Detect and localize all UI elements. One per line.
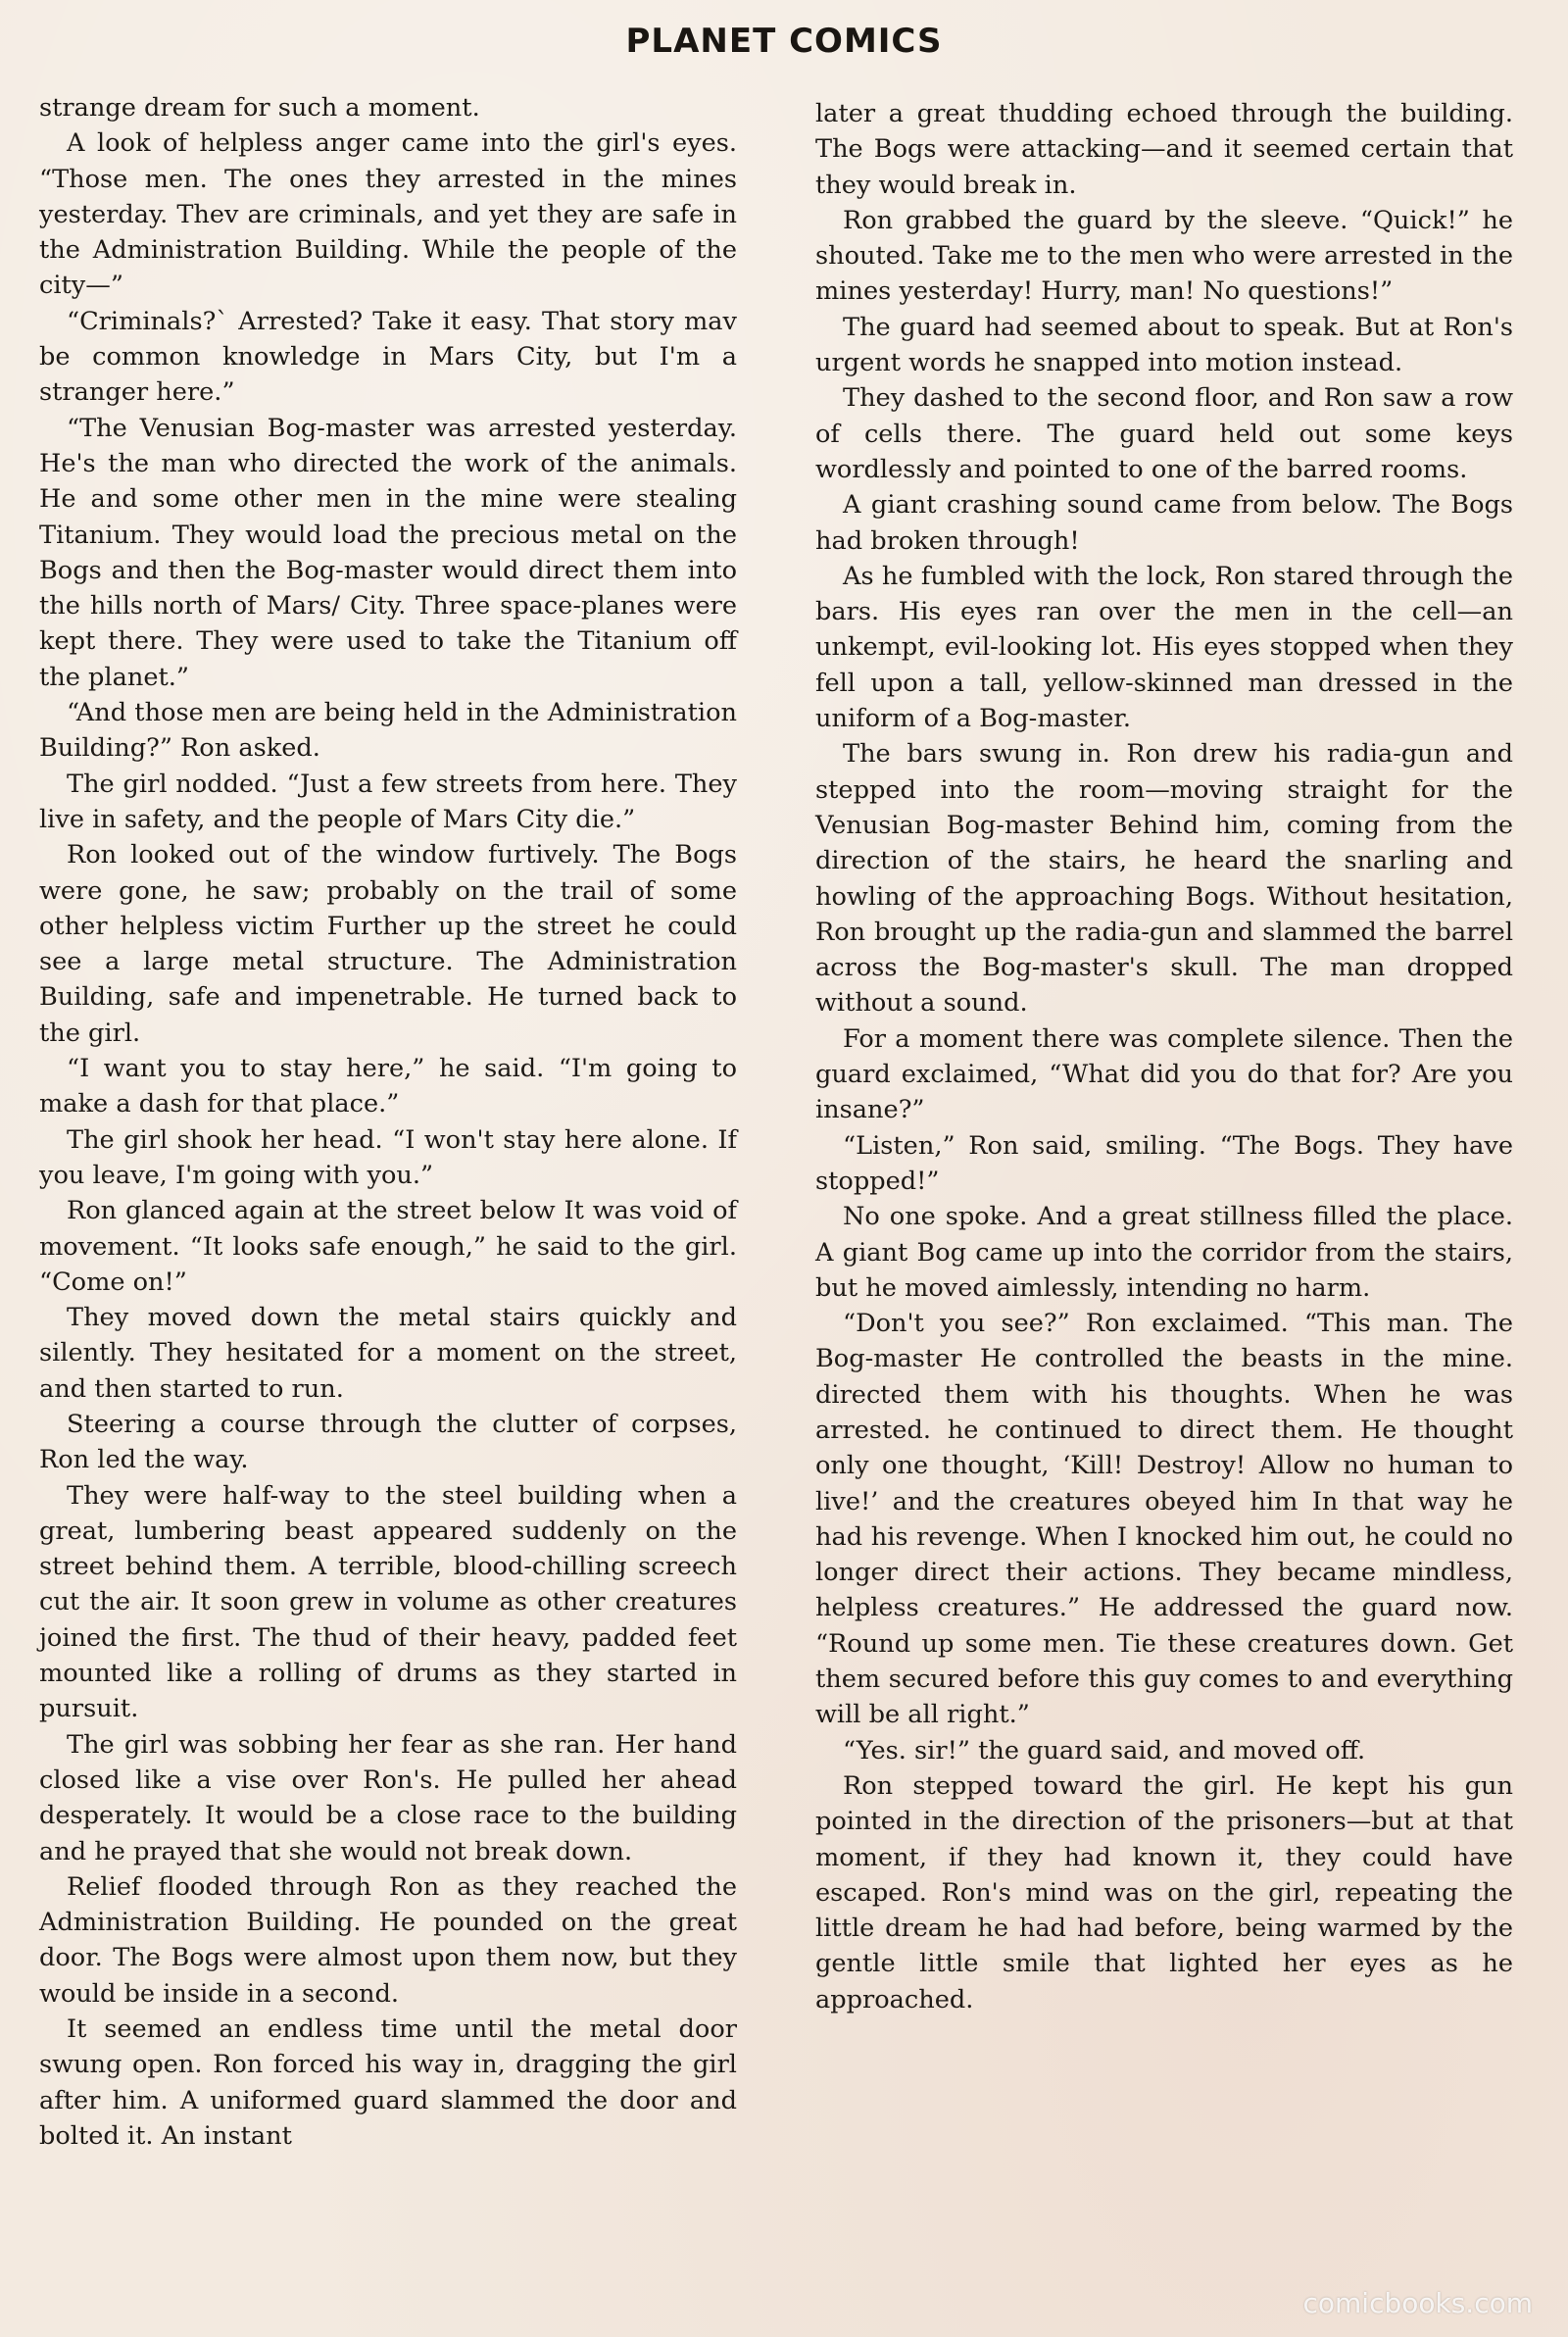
paragraph: The bars swung in. Ron drew his radia-gun and stepped into the room—moving straight for the Venusian Bog-master Behind him, coming from the direction of the stairs, he heard the snarling and howling of the approaching Bogs. Without hesitation, Ron brought up the radia-gun and slammed the barrel across the Bog-master's skull. The man dropped without a sound. (815, 739, 1513, 1019)
paragraph: No one spoke. And a great stillness filled the place. A giant Bog came up into the corridor from the stairs, but he moved aimlessly, intending no harm. (815, 1202, 1513, 1303)
paragraph: Steering a course through the clutter of corpses, Ron led the way. (39, 1409, 737, 1475)
paragraph: The girl shook her head. “I won't stay here alone. If you leave, I'm going with you.” (39, 1124, 737, 1190)
paragraph: A look of helpless anger came into the girl's eyes. “Those men. The ones they arrested in the mines yesterday. Thev are criminals, and yet they are safe in the Administration Building. While the people of the city—” (39, 128, 737, 301)
paragraph: For a moment there was complete silence. Then the guard exclaimed, “What did you do that for? Are you insane?” (815, 1023, 1513, 1125)
paragraph: “Criminals?` Arrested? Take it easy. That story mav be common knowledge in Mars City, but I'm a stranger here.” (39, 306, 737, 408)
paragraph: Ron looked out of the window furtively. The Bogs were gone, he saw; probably on the trail of some other helpless victim Further up the street he could see a large metal structure. The Administration Building, safe and impenetrable. He turned back to the girl. (39, 840, 737, 1048)
paragraph: The girl was sobbing her fear as she ran. Her hand closed like a vise over Ron's. He pulled her ahead desperately. It would be a close race to the building and he prayed that she would not break down. (39, 1729, 737, 1866)
left-text-column (39, 90, 737, 2154)
paragraph: They were half-way to the steel building when a great, lumbering beast appeared suddenly on the street behind them. A terrible, blood-chilling screech cut the air. It soon grew in volume as other creatures joined the first. The thud of their heavy, padded feet mounted like a rolling of drums as they started in pursuit. (39, 1480, 737, 1724)
paragraph: They dashed to the second floor, and Ron saw a row of cells there. The guard held out some keys wordlessly and pointed to one of the barred rooms. (815, 383, 1513, 484)
paragraph: As he fumbled with the lock, Ron stared through the bars. His eyes ran over the men in the cell—an unkempt, evil-looking lot. His eyes stopped when they fell upon a tall, yellow-skinned man dressed in the uniform of a Bog-master. (815, 561, 1513, 734)
paragraph: later a great thudding echoed through the building. The Bogs were attacking—and it seemed certain that they would break in. (815, 99, 1513, 200)
paragraph: Relief flooded through Ron as they reached the Administration Building. He pounded on the great door. The Bogs were almost upon them now, but they would be inside in a second. (39, 1871, 737, 2009)
paragraph: It seemed an endless time until the metal door swung open. Ron forced his way in, dragging the girl after him. A uniformed guard slammed the door and bolted it. An instant (39, 2014, 737, 2151)
paragraph: The girl nodded. “Just a few streets from here. They live in safety, and the people of Mars City die.” (39, 769, 737, 834)
paragraph: A giant crashing sound came from below. The Bogs had broken through! (815, 490, 1513, 556)
paragraph: Ron grabbed the guard by the sleeve. “Quick!” he shouted. Take me to the men who were arrested in the mines yesterday! Hurry, man! No questions!” (815, 205, 1513, 307)
page-header-title: PLANET COMICS (625, 22, 943, 61)
paragraph: The guard had seemed about to speak. But at Ron's urgent words he snapped into motion instead. (815, 312, 1513, 378)
paragraph: Ron stepped toward the girl. He kept his gun pointed in the direction of the prisoners—but at that moment, if they had known it, they could have escaped. Ron's mind was on the girl, repeating the little dream he had had before, being warmed by the gentle little smile that lighted her eyes as he approached. (815, 1770, 1513, 2014)
paragraph: “Yes. sir!” the guard said, and moved off. (843, 1735, 1366, 1765)
right-text-column (815, 96, 1513, 2017)
paragraph: “And those men are being held in the Administration Building?” Ron asked. (39, 698, 737, 764)
paragraph: Ron glanced again at the street below It was void of movement. “It looks safe enough,” he said to the girl. “Come on!” (39, 1196, 737, 1297)
site-watermark: comicbooks.com (1302, 2287, 1533, 2319)
paragraph: “Listen,” Ron said, smiling. “The Bogs. They have stopped!” (815, 1130, 1513, 1196)
paragraph: “The Venusian Bog-master was arrested yesterday. He's the man who directed the work of the animals. He and some other men in the mine were stealing Titanium. They would load the precious metal on the Bogs and then the Bog-master would direct them into the hills north of Mars/ City. Three space-planes were kept there. They were used to take the Titanium off the planet.” (39, 413, 737, 692)
paragraph: strange dream for such a moment. (39, 93, 480, 123)
paragraph: “I want you to stay here,” he said. “I'm going to make a dash for that place.” (39, 1054, 737, 1119)
paragraph: They moved down the metal stairs quickly and silently. They hesitated for a moment on the street, and then started to run. (39, 1303, 737, 1404)
paragraph: “Don't you see?” Ron exclaimed. “This man. The Bog-master He controlled the beasts in the mine. directed them with his thoughts. When he was arrested. he continued to direct them. He thought only one thought, ‘Kill! Destroy! Allow no human to live!’ and the creatures obeyed him In that way he had his revenge. When I knocked him out, he could no longer direct their actions. They became mindless, helpless creatures.” He addressed the guard now. “Round up some men. Tie these creatures down. Get them secured before this guy comes to and everything will be all right.” (815, 1309, 1513, 1730)
